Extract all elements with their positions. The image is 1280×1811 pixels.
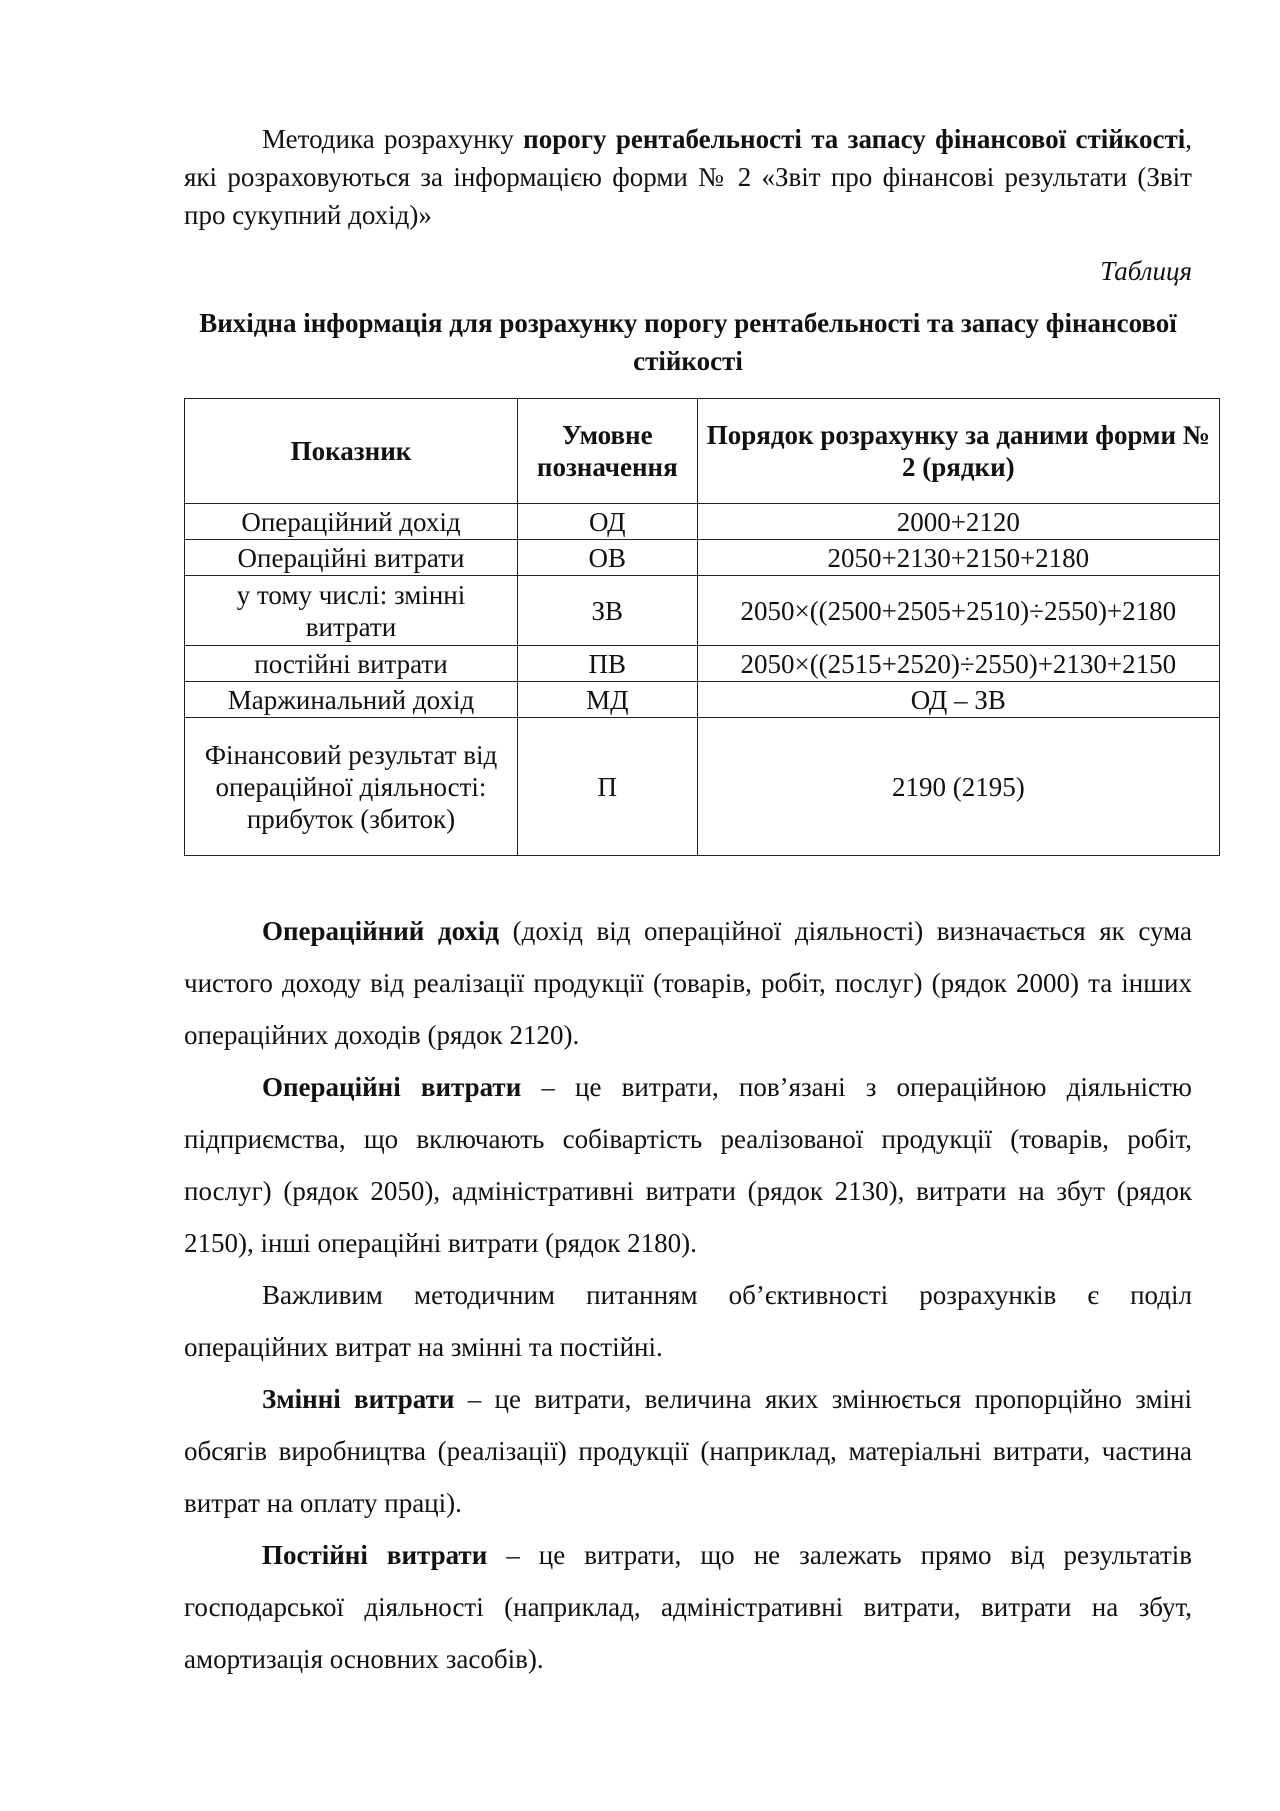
- table-row: [185, 682, 1220, 718]
- paragraph-term: Змінні витрати: [262, 1384, 455, 1414]
- table-label: Таблиця: [1100, 256, 1192, 286]
- row-code: ЗВ: [517, 576, 697, 646]
- paragraph-text: – це витрати, величина яких змінюється пропорційно зміні обсягів виробництва (реалізації) продукції (наприклад, матеріальні витрати, частина витрат на оплату праці).: [184, 1384, 1192, 1518]
- body-text: [184, 905, 1192, 1685]
- paragraph-fixed-costs: [184, 1529, 1192, 1685]
- paragraph-term: Операційні витрати: [262, 1072, 522, 1102]
- header-indicator: Показник: [185, 399, 518, 504]
- paragraph-cost-division: [184, 1269, 1192, 1373]
- table-row: [185, 540, 1220, 576]
- table-row: [185, 504, 1220, 540]
- data-table: [184, 398, 1220, 856]
- row-code: МД: [517, 682, 697, 718]
- table-row: [185, 646, 1220, 682]
- paragraph-term: Постійні витрати: [262, 1540, 488, 1570]
- table-row: [185, 576, 1220, 646]
- row-name: Операційний дохід: [185, 504, 518, 540]
- paragraph-text: – це витрати, пов’язані з операційною діяльністю підприємства, що включають собівартість реалізованої продукції (товарів, робіт, послуг) (рядок 2050), адміністративні витрати (рядок 2130), витрати на збут (рядок 2150), інші операційні витрати (рядок 2180).: [184, 1072, 1192, 1258]
- row-code: ПВ: [517, 646, 697, 682]
- paragraph-term: Операційний дохід: [262, 916, 500, 946]
- table-header-row: [185, 399, 1220, 504]
- intro-bold-term: порогу рентабельності та запасу фінансової стійкості: [523, 124, 1186, 154]
- table-row: [185, 718, 1220, 856]
- intro-text-before: Методика розрахунку: [262, 124, 524, 154]
- paragraph-operating-expenses: [184, 1061, 1192, 1269]
- row-name: Маржинальний дохід: [185, 682, 518, 718]
- paragraph-text: – це витрати, що не залежать прямо від результатів господарської діяльності (наприклад, адміністративні витрати, витрати на збут, амортизація основних засобів).: [184, 1540, 1193, 1674]
- paragraph-text: Важливим методичним питанням об’єктивності розрахунків є поділ операційних витрат на змінні та постійні.: [184, 1280, 1192, 1362]
- table-title: Вихідна інформація для розрахунку порогу рентабельності та запасу фінансової стійкості: [199, 308, 1177, 376]
- row-code: П: [517, 718, 697, 856]
- row-formula: 2050+2130+2150+2180: [697, 540, 1219, 576]
- row-name: Операційні витрати: [185, 540, 518, 576]
- paragraph-operating-income: [184, 905, 1192, 1061]
- row-code: ОВ: [517, 540, 697, 576]
- intro-paragraph: [184, 120, 1192, 234]
- paragraph-variable-costs: [184, 1373, 1192, 1529]
- row-formula: 2000+2120: [697, 504, 1219, 540]
- row-formula: 2050×((2500+2505+2510)÷2550)+2180: [697, 576, 1219, 646]
- header-symbol: Умовне позначення: [517, 399, 697, 504]
- row-name: Фінансовий результат від операційної діяльності: прибуток (збиток): [185, 718, 518, 856]
- intro-text-after: , які розраховуються за інформацією форми № 2 «Звіт про фінансові результати (Звіт про сукупний дохід)»: [184, 124, 1192, 230]
- row-formula: ОД – ЗВ: [697, 682, 1219, 718]
- row-name: у тому числі: змінні витрати: [185, 576, 518, 646]
- row-formula: 2050×((2515+2520)÷2550)+2130+2150: [697, 646, 1219, 682]
- row-code: ОД: [517, 504, 697, 540]
- paragraph-text: (дохід від операційної діяльності) визначається як сума чистого доходу від реалізації продукції (товарів, робіт, послуг) (рядок 2000) та інших операційних доходів (рядок 2120).: [184, 916, 1192, 1050]
- row-name: постійні витрати: [185, 646, 518, 682]
- row-formula: 2190 (2195): [697, 718, 1219, 856]
- header-formula: Порядок розрахунку за даними форми № 2 (рядки): [697, 399, 1219, 504]
